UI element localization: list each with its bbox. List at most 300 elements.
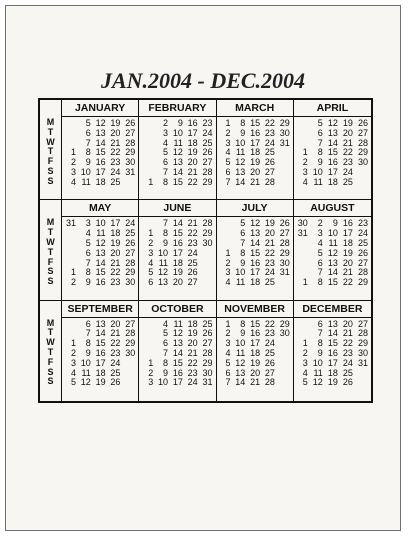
date-cell: 21: [250, 377, 261, 388]
calendar-card: [5, 5, 401, 531]
date-cell: 21: [187, 348, 198, 359]
date-cell: 11: [313, 176, 323, 187]
month-days: [62, 318, 138, 389]
date-cell: 29: [125, 338, 136, 349]
date-cell: 20: [264, 228, 275, 239]
week-column: [157, 119, 168, 188]
date-cell: 3: [317, 228, 323, 239]
date-cell: 7: [240, 237, 246, 248]
date-cell: 7: [85, 257, 91, 268]
date-cell: [142, 119, 153, 129]
date-cell: [279, 148, 290, 158]
date-cell: 14: [327, 137, 338, 148]
week-column: [157, 219, 168, 288]
date-cell: 15: [327, 147, 338, 158]
date-cell: 12: [235, 157, 246, 168]
date-cell: 1: [70, 147, 76, 158]
date-cell: 30: [202, 367, 213, 378]
date-cell: 12: [172, 147, 183, 158]
date-cell: 2: [148, 237, 154, 248]
date-cell: 5: [148, 267, 154, 278]
date-cell: 22: [342, 277, 353, 288]
date-cell: 27: [187, 277, 198, 288]
date-cell: 13: [327, 257, 338, 268]
date-cell: 29: [125, 267, 136, 278]
date-cell: 28: [279, 237, 290, 248]
date-cell: 11: [313, 367, 323, 378]
date-cell: [279, 278, 290, 288]
date-cell: 29: [202, 357, 213, 368]
date-cell: 7: [317, 267, 323, 278]
week-column: [279, 320, 290, 389]
date-cell: 31: [357, 357, 368, 368]
date-cell: 18: [172, 257, 183, 268]
date-cell: 19: [250, 357, 261, 368]
week-column: [234, 320, 245, 389]
date-cell: 6: [163, 338, 169, 349]
week-column: [202, 219, 213, 288]
date-cell: 26: [357, 118, 368, 128]
date-cell: 6: [240, 228, 246, 239]
date-cell: 29: [279, 118, 290, 128]
date-cell: [202, 249, 213, 259]
date-cell: [142, 148, 153, 158]
date-cell: 13: [172, 338, 183, 349]
date-cell: 10: [235, 137, 246, 148]
date-cell: 23: [264, 328, 275, 339]
week-column: [124, 320, 135, 389]
date-cell: 26: [357, 247, 368, 258]
date-cell: 16: [172, 237, 183, 248]
date-cell: 12: [158, 267, 169, 278]
date-cell: 22: [187, 357, 198, 368]
date-cell: 1: [148, 357, 154, 368]
date-cell: 28: [202, 166, 213, 177]
date-cell: 19: [95, 377, 106, 388]
date-cell: 21: [187, 166, 198, 177]
date-cell: 25: [264, 277, 275, 288]
date-cell: 5: [70, 377, 76, 388]
date-cell: 2: [225, 257, 231, 268]
week-column: [297, 320, 308, 389]
week-column: [109, 119, 120, 188]
date-cell: 20: [342, 127, 353, 138]
date-cell: 12: [80, 377, 91, 388]
date-cell: 24: [342, 166, 353, 177]
date-cell: 19: [110, 118, 121, 128]
date-cell: 12: [312, 377, 323, 388]
weekday-column: [40, 301, 62, 401]
date-cell: 9: [85, 157, 91, 168]
date-cell: 16: [250, 127, 261, 138]
date-cell: 28: [202, 348, 213, 359]
month-name: JANUARY: [62, 100, 138, 117]
date-cell: 13: [235, 166, 246, 177]
week-column: [342, 219, 353, 288]
date-cell: 4: [148, 257, 154, 268]
date-cell: 15: [172, 228, 183, 239]
week-column: [297, 219, 308, 288]
date-cell: 12: [172, 328, 183, 339]
week-column: [327, 119, 338, 188]
date-cell: 6: [225, 166, 231, 177]
weekday-letter: T: [47, 227, 54, 238]
week-column: [95, 119, 106, 188]
date-cell: 16: [172, 367, 183, 378]
date-cell: 2: [70, 348, 76, 359]
week-column: [142, 219, 153, 288]
month-block: [62, 301, 139, 401]
date-cell: [65, 229, 76, 239]
date-cell: 9: [177, 118, 183, 128]
month-block: [294, 301, 371, 401]
date-cell: 22: [110, 338, 121, 349]
date-cell: 3: [163, 127, 169, 138]
date-cell: 14: [95, 328, 106, 339]
date-cell: 13: [327, 318, 338, 329]
date-cell: 18: [250, 277, 261, 288]
date-cell: 1: [225, 247, 231, 258]
date-cell: [357, 178, 368, 188]
date-cell: 24: [202, 127, 213, 138]
week-column: [264, 219, 275, 288]
date-cell: 7: [85, 328, 91, 339]
date-cell: 17: [110, 218, 121, 229]
month-block: [217, 301, 294, 401]
week-column: [342, 119, 353, 188]
month-days: [217, 117, 293, 188]
date-cell: 17: [187, 127, 198, 138]
date-cell: 5: [302, 377, 308, 388]
date-cell: 27: [264, 367, 275, 378]
date-cell: 7: [317, 137, 323, 148]
date-cell: 4: [302, 367, 308, 378]
date-cell: 2: [302, 348, 308, 359]
date-cell: 18: [250, 348, 261, 359]
week-column: [357, 320, 368, 389]
month-name: NOVEMBER: [217, 301, 293, 318]
date-cell: 9: [240, 257, 246, 268]
week-column: [95, 320, 106, 389]
month-days: [294, 318, 371, 389]
date-cell: 27: [202, 157, 213, 168]
date-cell: 5: [85, 237, 91, 248]
week-column: [80, 119, 91, 188]
date-cell: 19: [264, 218, 275, 229]
date-cell: 30: [125, 157, 136, 168]
date-cell: 8: [163, 228, 169, 239]
date-cell: 8: [163, 176, 169, 187]
date-cell: 17: [250, 267, 261, 278]
date-cell: 23: [187, 367, 198, 378]
date-cell: 3: [148, 377, 154, 388]
date-cell: 7: [163, 348, 169, 359]
weekday-letter: M: [46, 117, 55, 127]
date-cell: 13: [158, 277, 169, 288]
date-cell: 27: [357, 318, 368, 329]
date-cell: 18: [187, 137, 198, 148]
date-cell: [142, 129, 153, 139]
weekday-letter: F: [47, 356, 54, 367]
week-column: [109, 320, 120, 389]
date-cell: 24: [110, 166, 121, 177]
date-cell: 24: [342, 357, 353, 368]
date-cell: 8: [240, 318, 246, 329]
date-cell: [220, 219, 231, 229]
date-cell: 30: [279, 257, 290, 268]
date-cell: 25: [187, 257, 198, 268]
date-cell: 17: [342, 228, 353, 239]
month-block: [294, 100, 371, 200]
date-cell: 8: [317, 338, 323, 349]
month-name: SEPTEMBER: [62, 301, 138, 318]
month-name: APRIL: [294, 100, 371, 117]
date-cell: [297, 249, 308, 259]
date-cell: 13: [95, 318, 106, 329]
date-cell: 3: [302, 357, 308, 368]
date-cell: 29: [279, 318, 290, 329]
date-cell: 2: [225, 328, 231, 339]
date-cell: 24: [264, 267, 275, 278]
date-cell: 6: [85, 127, 91, 138]
month-block: [139, 100, 216, 200]
date-cell: 5: [225, 357, 231, 368]
date-cell: 16: [95, 157, 106, 168]
week-column: [187, 119, 198, 188]
date-cell: 15: [95, 147, 106, 158]
date-cell: 18: [342, 237, 353, 248]
date-cell: 25: [110, 367, 121, 378]
date-cell: 30: [279, 328, 290, 339]
date-cell: 29: [202, 176, 213, 187]
date-cell: 1: [225, 318, 231, 329]
date-cell: 8: [240, 247, 246, 258]
date-cell: 13: [95, 247, 106, 258]
date-cell: 22: [264, 318, 275, 329]
date-cell: 14: [327, 328, 338, 339]
month-days: [294, 217, 371, 288]
week-column: [65, 219, 76, 288]
date-cell: 19: [250, 157, 261, 168]
date-cell: 30: [279, 127, 290, 138]
date-cell: 21: [342, 137, 353, 148]
date-cell: 10: [158, 247, 169, 258]
date-cell: 24: [125, 218, 136, 229]
date-cell: 26: [342, 377, 353, 388]
date-cell: 28: [125, 137, 136, 148]
date-cell: 1: [148, 176, 154, 187]
date-cell: [279, 178, 290, 188]
date-cell: 28: [357, 328, 368, 339]
date-cell: 10: [80, 166, 91, 177]
date-cell: 31: [279, 267, 290, 278]
month-block: [217, 100, 294, 200]
date-cell: 4: [225, 348, 231, 359]
date-cell: 18: [250, 147, 261, 158]
week-column: [327, 320, 338, 389]
date-cell: 2: [148, 367, 154, 378]
date-cell: 3: [70, 166, 76, 177]
date-cell: 2: [225, 127, 231, 138]
date-cell: 14: [235, 377, 246, 388]
date-cell: 26: [202, 147, 213, 158]
date-cell: 16: [95, 348, 106, 359]
date-cell: 11: [235, 277, 246, 288]
date-cell: 7: [163, 218, 169, 229]
date-cell: 25: [264, 147, 275, 158]
date-cell: [297, 259, 308, 269]
date-cell: 21: [342, 328, 353, 339]
date-cell: 15: [172, 176, 183, 187]
week-column: [249, 119, 260, 188]
date-cell: 26: [264, 157, 275, 168]
week-column: [220, 119, 231, 188]
week-column: [264, 320, 275, 389]
date-cell: [279, 369, 290, 379]
week-column: [234, 119, 245, 188]
date-cell: 24: [187, 377, 198, 388]
week-column: [357, 119, 368, 188]
date-cell: 4: [163, 318, 169, 329]
date-cell: 6: [163, 157, 169, 168]
calendar-title: JAN.2004 - DEC.2004: [100, 68, 306, 93]
date-cell: [297, 320, 308, 330]
date-cell: 4: [85, 228, 91, 239]
date-cell: [65, 249, 76, 259]
date-cell: 28: [357, 137, 368, 148]
date-cell: 28: [264, 377, 275, 388]
date-cell: 4: [317, 237, 323, 248]
date-cell: 21: [264, 237, 275, 248]
week-column: [202, 119, 213, 188]
week-column: [95, 219, 106, 288]
date-cell: [357, 168, 368, 178]
date-cell: 10: [235, 338, 246, 349]
date-cell: 18: [95, 367, 106, 378]
date-cell: 16: [327, 348, 338, 359]
week-column: [65, 320, 76, 389]
date-cell: 1: [302, 147, 308, 158]
weekday-column: [40, 100, 62, 200]
date-cell: 9: [240, 127, 246, 138]
weekday-letter: S: [47, 366, 54, 377]
date-cell: [124, 359, 135, 369]
date-cell: 4: [225, 277, 231, 288]
weekday-letter: M: [46, 217, 55, 228]
date-cell: 21: [110, 328, 121, 339]
date-cell: 6: [317, 127, 323, 138]
date-cell: 11: [235, 147, 246, 158]
date-cell: 10: [312, 357, 323, 368]
week-column: [109, 219, 120, 288]
date-cell: 8: [240, 118, 246, 128]
date-cell: 22: [264, 118, 275, 128]
date-cell: 26: [202, 328, 213, 339]
date-cell: [124, 378, 135, 388]
date-cell: 20: [342, 257, 353, 268]
date-cell: 29: [125, 147, 136, 158]
date-cell: 9: [163, 237, 169, 248]
date-cell: 17: [327, 357, 338, 368]
date-cell: 9: [317, 157, 323, 168]
date-cell: 26: [264, 357, 275, 368]
date-cell: 15: [95, 267, 106, 278]
date-cell: 27: [279, 228, 290, 239]
month-days: [62, 117, 138, 188]
date-cell: [279, 349, 290, 359]
week-column: [342, 320, 353, 389]
date-cell: 9: [332, 218, 338, 229]
date-cell: [65, 119, 76, 129]
date-cell: 15: [327, 338, 338, 349]
date-cell: 10: [80, 357, 91, 368]
date-cell: 12: [95, 118, 106, 128]
week-column: [279, 119, 290, 188]
date-cell: 6: [225, 367, 231, 378]
date-cell: 7: [163, 166, 169, 177]
date-cell: 8: [85, 338, 91, 349]
date-cell: 5: [317, 118, 323, 128]
date-cell: 11: [81, 367, 91, 378]
date-cell: 13: [95, 127, 106, 138]
date-cell: 31: [65, 218, 76, 229]
week-column: [202, 320, 213, 389]
date-cell: 1: [148, 228, 154, 239]
date-cell: 15: [250, 118, 261, 128]
date-cell: 14: [327, 267, 338, 278]
date-cell: 4: [302, 176, 308, 187]
date-cell: 30: [202, 237, 213, 248]
date-cell: 11: [173, 137, 183, 148]
date-cell: 22: [342, 147, 353, 158]
month-name: AUGUST: [294, 200, 371, 217]
week-column: [220, 320, 231, 389]
date-cell: 28: [357, 267, 368, 278]
date-cell: [357, 378, 368, 388]
date-cell: 17: [95, 166, 106, 177]
week-column: [297, 119, 308, 188]
week-column: [249, 320, 260, 389]
date-cell: 25: [342, 367, 353, 378]
date-cell: 10: [327, 228, 338, 239]
date-cell: 14: [95, 137, 106, 148]
weekday-letter: T: [47, 347, 54, 358]
week-column: [312, 119, 323, 188]
date-cell: 7: [225, 176, 231, 187]
date-cell: 25: [342, 176, 353, 187]
date-cell: 14: [250, 237, 261, 248]
week-column: [234, 219, 245, 288]
month-name: MAY: [62, 200, 138, 217]
date-cell: 9: [240, 328, 246, 339]
date-cell: 11: [158, 257, 169, 268]
date-cell: 23: [357, 218, 368, 229]
date-cell: 17: [172, 247, 183, 258]
date-cell: 24: [264, 338, 275, 349]
date-cell: 3: [70, 357, 76, 368]
date-cell: 8: [85, 147, 91, 158]
date-cell: [65, 320, 76, 330]
date-cell: 8: [317, 277, 323, 288]
week-column: [327, 219, 338, 288]
week-column: [312, 219, 323, 288]
date-cell: 1: [70, 267, 76, 278]
date-cell: 22: [342, 338, 353, 349]
date-cell: 12: [327, 118, 338, 128]
date-cell: [202, 278, 213, 288]
date-cell: 23: [264, 257, 275, 268]
date-cell: 16: [250, 257, 261, 268]
